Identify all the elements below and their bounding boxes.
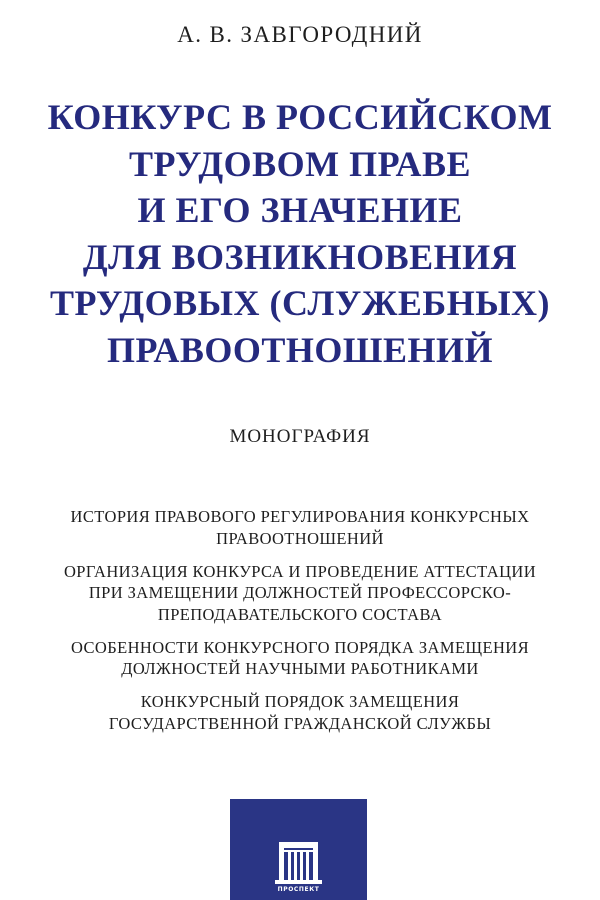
contents-line: ОРГАНИЗАЦИЯ КОНКУРСА И ПРОВЕДЕНИЕ АТТЕСТАЦИИ: [63, 561, 537, 581]
contents-line: ПРАВООТНОШЕНИЙ: [216, 528, 384, 548]
contents-list: [0, 506, 600, 746]
author-name: А. В. ЗАВГОРОДНИЙ: [177, 22, 423, 47]
contents-item: [0, 691, 600, 734]
title-line: ТРУДОВЫХ (СЛУЖЕБНЫХ): [49, 283, 551, 323]
contents-line: ИСТОРИЯ ПРАВОВОГО РЕГУЛИРОВАНИЯ КОНКУРСНЫХ: [70, 507, 530, 526]
building-columns-icon: [271, 842, 326, 884]
title-line: ТРУДОВОМ ПРАВЕ: [128, 143, 472, 184]
title-line: КОНКУРС В РОССИЙСКОМ: [47, 97, 553, 137]
contents-item: [0, 561, 600, 626]
contents-item: [0, 506, 600, 549]
genre-label: МОНОГРАФИЯ: [229, 426, 371, 447]
contents-line: КОНКУРСНЫЙ ПОРЯДОК ЗАМЕЩЕНИЯ: [140, 692, 460, 711]
contents-line: ГОСУДАРСТВЕННОЙ ГРАЖДАНСКОЙ СЛУЖБЫ: [108, 713, 492, 733]
contents-line: ДОЛЖНОСТЕЙ НАУЧНЫМИ РАБОТНИКАМИ: [121, 659, 479, 678]
title-line: ДЛЯ ВОЗНИКНОВЕНИЯ: [82, 236, 518, 277]
publisher-logo: [230, 799, 367, 900]
title-line: ПРАВООТНОШЕНИЙ: [107, 329, 493, 370]
contents-item: [0, 637, 600, 680]
contents-line: ОСОБЕННОСТИ КОНКУРСНОГО ПОРЯДКА ЗАМЕЩЕНИЯ: [70, 637, 529, 657]
contents-line: ПРИ ЗАМЕЩЕНИИ ДОЛЖНОСТЕЙ ПРОФЕССОРСКО-: [88, 583, 512, 602]
contents-line: ПРЕПОДАВАТЕЛЬСКОГО СОСТАВА: [157, 604, 443, 624]
publisher-name: ПРОСПЕКТ: [277, 886, 320, 893]
title-line: И ЕГО ЗНАЧЕНИЕ: [137, 190, 463, 230]
book-title: [0, 94, 600, 373]
